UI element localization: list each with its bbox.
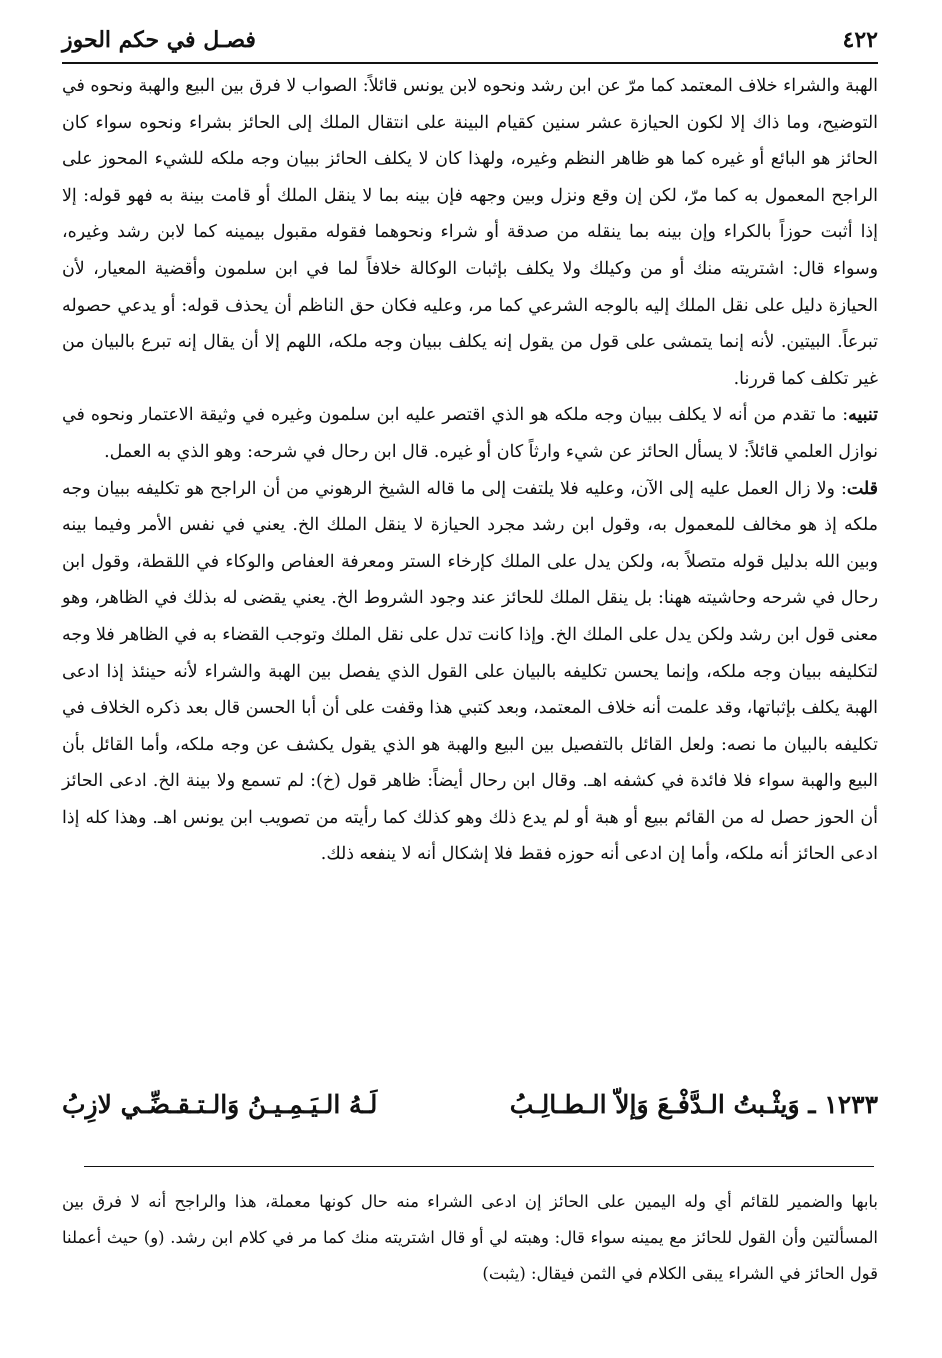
tanbih-label: تنبيه (848, 405, 878, 426)
main-text (62, 68, 878, 873)
tanbih-text: : ما تقدم من أنه لا يكلف ببيان وجه ملكه هو الذي اقتصر عليه ابن سلمون وغيره في وثيقة الاعتمار ونحوه في نوازل العلمي قائلاً: لا يسأل الحائز عن شيء وارثاً كان أو غيره. قال ابن رحال في شرحه: وهو الذي به العمل. (62, 405, 878, 462)
page-header (62, 18, 878, 64)
paragraph-tanbih (62, 397, 878, 470)
running-title: فصـل في حكم الحوز (62, 27, 256, 53)
qultu-text: : ولا زال العمل عليه إلى الآن، وعليه فلا يلتفت إلى ما قاله الشيخ الرهوني من أن الراجح هو تكليفه ببيان وجه ملكه إذ هو مخالف للمعمول به، وقول ابن رشد مجرد الحيازة لا ينقل الملك الخ. يعني في نفس الأمر وفيما بينه وبين الله بدليل قوله متصلاً به، ولكن يدل على الملك كإرخاء الستر ومعرفة العفاص والوكاء في اللقطة، وقول ابن رحال في شرحه وحاشيته ههنا: بل ينقل الملك للحائز عند وجود الشروط الخ. يعني يقضى له بذلك في الظاهر، وهو معنى قول ابن رشد ولكن يدل على الملك الخ. وإذا كانت تدل على نقل الملك وتوجب القضاء به في الظاهر فلا وجه لتكليفه ببيان وجه ملكه، وإنما يحسن تكليفه بالبيان على القول الذي يفصل بين الهبة والشراء لأنه حينئذ إذا ادعى الهبة يكلف بإثباتها، وقد علمت أنه خلاف المعتمد، وبعد كتبي هذا وقفت على أن أبا الحسن قال بعد ذكره الخلاف في تكليفه بالبيان ما نصه: ولعل القائل بالتفصيل بين البيع والهبة هو الذي يقول يكشف عن وجه ملكه، وأما القائل بأن البيع والهبة سواء فلا فائدة في كشفه اهـ. وقال ابن رحال أيضاً: ظاهر قول (خ): لم تسمع ولا بينة الخ. ادعى الحائز أن الحوز حصل له من القائم ببيع أو هبة أو لم يدع ذلك وهو كذلك كما رأيته من تصويب ابن يونس اهـ. وهذا كله إذا ادعى الحائز أنه ملكه، وأما إن ادعى أنه حوزه فقط فلا إشكال أنه لا ينفعه ذلك. (62, 478, 878, 865)
verse-first-hemistich: ١٢٣٣ ـ وَيثْـبتُ الـدَّفْـعَ وَإلاّ الـطـالِـبُ (509, 1089, 878, 1119)
footnote-text: بابها والضمير للقائم أي وله اليمين على الحائز إن ادعى الشراء منه حال كونها معملة، هذا والراجح أنه لا فرق بين المسألتين وأن القول للحائز مع يمينه سواء قال: وهبته لي أو قال اشتريته منك كما مر في كلام ابن رشد. (و) حيث أعملنا قول الحائز في الشراء يبقى الكلام في الثمن فيقال: (يثبت) (62, 1192, 878, 1283)
footnote-divider (84, 1166, 874, 1167)
paragraph-qultu (62, 471, 878, 874)
verse-line (62, 1080, 878, 1128)
paragraph-1: الهبة والشراء خلاف المعتمد كما مرّ عن ابن رشد ونحوه لابن يونس قائلاً: الصواب لا فرق بين البيع والهبة ونحوه في التوضيح، وما ذاك إلا لكون الحيازة عشر سنين كقيام البينة على انتقال الملك إلى الحائز بشراء ونحوه سواء كان الحائز هو البائع أو غيره كما هو ظاهر النظم وغيره، ولهذا كان لا يكلف الحائز ببيان وجه ملكه للشيء المحوز على الراجح المعمول به كما مرّ، لكن إن وقع ونزل وبين وجهه فإن بينه بما لا ينقل الملك أو قامت بينة به فهو قوله: إلا إذا أثبت حوزاً بالكراء وإن بينه بما ينقله من صدقة أو شراء ونحوهما فقوله مقبول بيمينه كما لابن رشد وغيره، وسواء قال: اشتريته منك أو من وكيلك ولا يكلف بإثبات الوكالة خلافاً لما في ابن سلمون وأقضية المعيار، لأن الحيازة دليل على نقل الملك إليه بالوجه الشرعي كما مر، وعليه فكان حق الناظم أن يحذف قوله: أو يدعي حصوله تبرعاً. البيتين. لأنه إنما يتمشى على قول من يقول إنه يكلف ببيان وجه ملكه، اللهم إلا أن يقال إنه تبرع بالبيان من غير تكلف كما قررنا. (62, 76, 878, 389)
qultu-label: قلت (846, 478, 878, 499)
verse-second-hemistich: لَـهُ الـيَـمِـيـنُ وَالـتـقـضِّـي لازِبُ (62, 1089, 378, 1119)
footnote (62, 1184, 878, 1292)
page-number: ٤٢٢ (842, 27, 878, 53)
